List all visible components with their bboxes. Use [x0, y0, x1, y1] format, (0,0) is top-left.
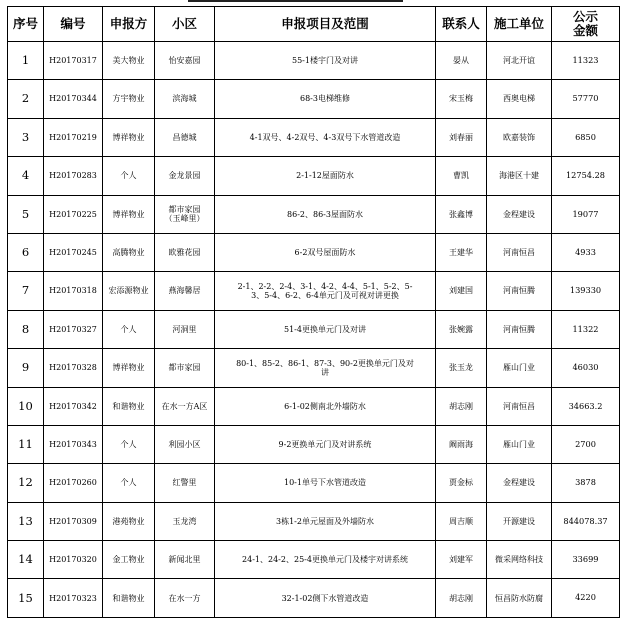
header-seq: 序号: [8, 7, 44, 42]
cell-contractor: 西奥电梯: [487, 80, 552, 118]
cell-contact: 刘建国: [436, 272, 487, 310]
cell-contact: 宋玉梅: [436, 80, 487, 118]
cell-contractor: 河北开谊: [487, 42, 552, 80]
cell-applicant: 和谐物业: [103, 387, 155, 425]
cell-contractor: 微采网络科技: [487, 541, 552, 579]
table-row: [8, 387, 620, 425]
cell-amount: 2700: [552, 425, 620, 463]
cell-seq: 4: [8, 157, 44, 195]
cell-amount: 19077: [552, 195, 620, 233]
cell-project: 10-1单号下水管道改造: [215, 464, 436, 502]
cell-amount: 57770: [552, 80, 620, 118]
cell-contractor: 恒昌防水防腐: [487, 579, 552, 617]
cell-applicant: 博祥物业: [103, 349, 155, 387]
cell-community: 红警里: [155, 464, 215, 502]
cell-project: 4-1双号、4-2双号、4-3双号下水管道改造: [215, 118, 436, 156]
cell-applicant: 博祥物业: [103, 118, 155, 156]
cell-community: 玉龙湾: [155, 502, 215, 540]
cell-amount: 34663.2: [552, 387, 620, 425]
cell-community: 利园小区: [155, 425, 215, 463]
cell-applicant: 个人: [103, 310, 155, 348]
cell-code: H20170317: [44, 42, 103, 80]
cell-seq: 15: [8, 579, 44, 617]
cell-project: 68-3电梯维修: [215, 80, 436, 118]
cell-contractor: 开源建设: [487, 502, 552, 540]
table-row: [8, 233, 620, 271]
table-body: [8, 42, 620, 618]
table-row: [8, 118, 620, 156]
cell-code: H20170344: [44, 80, 103, 118]
cell-contact: 刘春丽: [436, 118, 487, 156]
table-row: [8, 272, 620, 310]
cell-project: [215, 272, 436, 310]
table-row: [8, 157, 620, 195]
cell-contact: 张婉露: [436, 310, 487, 348]
cell-project: 3栋1-2单元屋面及外墙防水: [215, 502, 436, 540]
cell-contractor: 雁山门业: [487, 349, 552, 387]
header-amount-line2: 金额: [572, 23, 598, 38]
cell-contact: 张鑫博: [436, 195, 487, 233]
cell-project: 51-4更换单元门及对讲: [215, 310, 436, 348]
header-contractor: 施工单位: [487, 7, 552, 42]
cell-community: [155, 195, 215, 233]
cell-amount: 33699: [552, 541, 620, 579]
cell-project: 55-1楼宇门及对讲: [215, 42, 436, 80]
cell-seq: 2: [8, 80, 44, 118]
table-row: [8, 464, 620, 502]
table-row: [8, 310, 620, 348]
cell-seq: 1: [8, 42, 44, 80]
cell-community: 昌德城: [155, 118, 215, 156]
cell-project-line1: 2-1、2-2、2-4、3-1、4-2、4-4、5-1、5-2、5-: [237, 281, 413, 291]
header-project: 申报项目及范围: [215, 7, 436, 42]
cell-seq: 12: [8, 464, 44, 502]
cell-code: H20170343: [44, 425, 103, 463]
cell-code: H20170260: [44, 464, 103, 502]
cell-applicant: 个人: [103, 425, 155, 463]
cell-amount: 844078.37: [552, 502, 620, 540]
cell-project-line2: 3、5-4、6-2、6-4单元门及可视对讲更换: [251, 291, 399, 301]
cell-code: H20170245: [44, 233, 103, 271]
header-amount: [552, 7, 620, 42]
cell-code: H20170283: [44, 157, 103, 195]
cell-community: 在水一方A区: [155, 387, 215, 425]
cell-community: 新闻北里: [155, 541, 215, 579]
cell-project: 32-1-02侧下水管道改造: [215, 579, 436, 617]
cell-community: 滨海城: [155, 80, 215, 118]
table-row: [8, 541, 620, 579]
cell-project-line1: 80-1、85-2、86-1、87-3、90-2更换单元门及对: [236, 358, 414, 368]
cell-code: H20170320: [44, 541, 103, 579]
cell-project: 24-1、24-2、25-4更换单元门及楼宇对讲系统: [215, 541, 436, 579]
cell-contractor: 河南恒腾: [487, 272, 552, 310]
table-row: [8, 80, 620, 118]
cell-code: H20170225: [44, 195, 103, 233]
cell-code: H20170309: [44, 502, 103, 540]
cell-seq: 7: [8, 272, 44, 310]
cell-project: 2-1-12屋面防水: [215, 157, 436, 195]
header-amount-line1: 公示: [572, 8, 598, 24]
cell-amount: 11323: [552, 42, 620, 80]
header-contact: 联系人: [436, 7, 487, 42]
cell-community: 燕海馨居: [155, 272, 215, 310]
header-code: 编号: [44, 7, 103, 42]
cell-seq: 6: [8, 233, 44, 271]
cell-seq: 3: [8, 118, 44, 156]
cell-community-line1: 都市家园: [168, 205, 201, 215]
cell-applicant: 个人: [103, 464, 155, 502]
cell-amount: 46030: [552, 349, 620, 387]
cell-seq: 10: [8, 387, 44, 425]
cell-project: 6-1-02侧南北外墙防水: [215, 387, 436, 425]
table-row: [8, 502, 620, 540]
cell-contact: 曹凯: [436, 157, 487, 195]
cell-code: H20170219: [44, 118, 103, 156]
cell-applicant: 和谐物业: [103, 579, 155, 617]
cell-applicant: 高腾物业: [103, 233, 155, 271]
cell-contractor: 金程建设: [487, 464, 552, 502]
header-community: 小区: [155, 7, 215, 42]
table-row: [8, 195, 620, 233]
cell-contact: 贾金标: [436, 464, 487, 502]
cell-contact: 王建华: [436, 233, 487, 271]
table-header: [8, 7, 620, 42]
cell-contact: 阚雨海: [436, 425, 487, 463]
cell-seq: 13: [8, 502, 44, 540]
cell-contractor: 金程建设: [487, 195, 552, 233]
cell-contractor: 河南恒昌: [487, 233, 552, 271]
cell-amount: 4933: [552, 233, 620, 271]
cell-amount: 12754.28: [552, 157, 620, 195]
cell-applicant: 方宇物业: [103, 80, 155, 118]
cell-contact: 晏从: [436, 42, 487, 80]
cell-amount: 139330: [552, 272, 620, 310]
table-row: [8, 42, 620, 80]
cell-applicant: 港苑物业: [103, 502, 155, 540]
cell-project: 9-2更换单元门及对讲系统: [215, 425, 436, 463]
cell-contact: 张玉龙: [436, 349, 487, 387]
cell-code: H20170323: [44, 579, 103, 617]
cell-project: 6-2双号屋面防水: [215, 233, 436, 271]
table-row: [8, 579, 620, 617]
header-applicant: 申报方: [103, 7, 155, 42]
cell-contractor: 河南恒腾: [487, 310, 552, 348]
cell-contact: 胡志刚: [436, 387, 487, 425]
table-row: [8, 349, 620, 387]
cell-seq: 9: [8, 349, 44, 387]
cell-amount: 3878: [552, 464, 620, 502]
cell-project: 86-2、86-3屋面防水: [215, 195, 436, 233]
cell-community: 怡安嘉园: [155, 42, 215, 80]
cell-community-line2: （玉峰里）: [164, 214, 205, 224]
cell-amount: 4220: [552, 579, 620, 617]
cell-project-line2: 讲: [321, 367, 329, 377]
cell-contact: 刘建军: [436, 541, 487, 579]
table-row: [8, 425, 620, 463]
cell-seq: 5: [8, 195, 44, 233]
cell-applicant: 个人: [103, 157, 155, 195]
cell-applicant: 宏添源物业: [103, 272, 155, 310]
cell-contractor: 欧嘉装饰: [487, 118, 552, 156]
cell-seq: 8: [8, 310, 44, 348]
cell-code: H20170318: [44, 272, 103, 310]
cell-seq: 11: [8, 425, 44, 463]
cell-contact: 周吉顺: [436, 502, 487, 540]
cell-contractor: 雁山门业: [487, 425, 552, 463]
cell-amount: 6850: [552, 118, 620, 156]
cell-contact: 胡志刚: [436, 579, 487, 617]
cell-code: H20170328: [44, 349, 103, 387]
clipped-title-underline: [188, 0, 403, 2]
cell-community: 河洞里: [155, 310, 215, 348]
cell-contractor: 海港区十建: [487, 157, 552, 195]
cell-applicant: 博祥物业: [103, 195, 155, 233]
header-row: [8, 7, 620, 42]
cell-community: 金龙景园: [155, 157, 215, 195]
cell-seq: 14: [8, 541, 44, 579]
cell-contractor: 河南恒昌: [487, 387, 552, 425]
cell-code: H20170342: [44, 387, 103, 425]
cell-applicant: 美大物业: [103, 42, 155, 80]
cell-community: 在水一方: [155, 579, 215, 617]
cell-community: 欧雅花园: [155, 233, 215, 271]
cell-amount: 11322: [552, 310, 620, 348]
cell-applicant: 金工物业: [103, 541, 155, 579]
cell-community: 都市家园: [155, 349, 215, 387]
cell-project: [215, 349, 436, 387]
project-disclosure-table: [7, 6, 620, 618]
cell-code: H20170327: [44, 310, 103, 348]
